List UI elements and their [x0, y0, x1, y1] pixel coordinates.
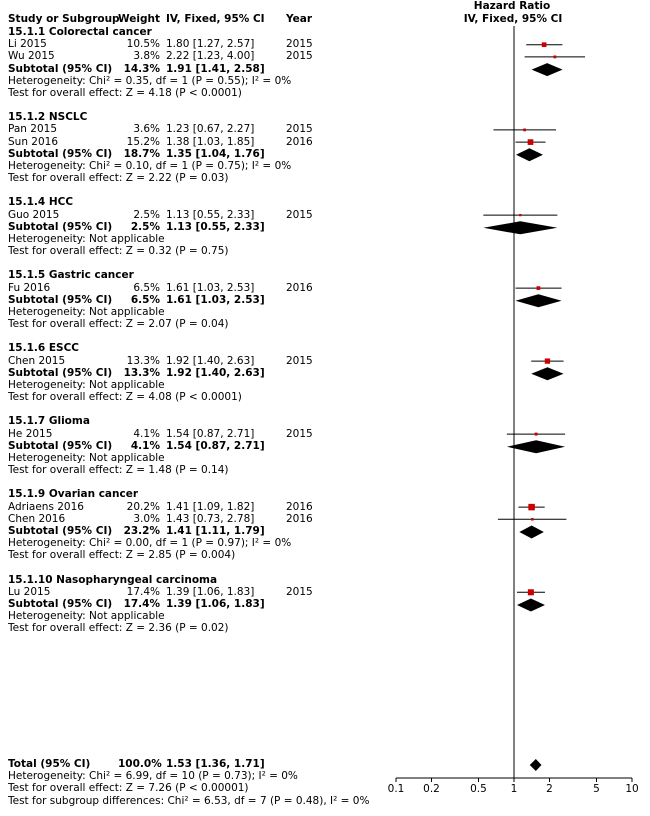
subgroup-title: 15.1.6 ESCC: [8, 342, 80, 355]
study-weight: 15.2%: [126, 135, 160, 148]
study-point-square: [531, 518, 534, 521]
x-tick-label: 10: [625, 783, 639, 795]
study-weight: 4.1%: [133, 427, 160, 440]
heterogeneity-text: Heterogeneity: Not applicable: [8, 452, 165, 464]
total-ci: 1.53 [1.36, 1.71]: [166, 758, 265, 770]
subtotal-weight: 2.5%: [130, 220, 160, 233]
subtotal-label: Subtotal (95% CI): [8, 220, 113, 233]
study-year: 2015: [286, 50, 313, 63]
subtotal-weight: 18.7%: [123, 147, 160, 160]
study-column-header: Study or Subgroup: [8, 13, 120, 25]
heterogeneity-text: Heterogeneity: Not applicable: [8, 610, 165, 623]
study-year: 2016: [286, 281, 313, 294]
heterogeneity-text: Heterogeneity: Not applicable: [8, 233, 165, 245]
year-column-header: Year: [286, 13, 313, 25]
subgroup-title: 15.1.9 Ovarian cancer: [8, 488, 139, 501]
subtotal-diamond: [531, 367, 563, 380]
study-weight: 3.6%: [133, 123, 160, 136]
study-name: Lu 2015: [8, 585, 51, 598]
subtotal-ci: 1.41 [1.11, 1.79]: [166, 525, 265, 537]
subtotal-diamond: [516, 294, 562, 307]
heterogeneity-text: Heterogeneity: Not applicable: [8, 379, 165, 391]
study-ci: 1.13 [0.55, 2.33]: [166, 208, 255, 221]
study-weight: 3.0%: [133, 512, 160, 525]
study-year: 2015: [286, 208, 313, 221]
study-point-square: [535, 433, 538, 436]
study-ci: 1.39 [1.06, 1.83]: [166, 585, 255, 598]
study-ci: 1.80 [1.27, 2.57]: [166, 38, 255, 51]
study-name: Wu 2015: [8, 50, 55, 63]
study-weight: 3.8%: [133, 50, 160, 63]
study-year: 2016: [286, 500, 313, 513]
x-tick-label: 0.2: [423, 783, 440, 795]
study-ci: 2.22 [1.23, 4.00]: [166, 50, 255, 63]
header-top-title: Hazard Ratio: [473, 0, 551, 12]
subtotal-diamond: [532, 63, 563, 76]
subtotal-label: Subtotal (95% CI): [8, 147, 113, 160]
x-tick-label: 0.5: [470, 783, 487, 795]
subtotal-label: Subtotal (95% CI): [8, 293, 113, 306]
study-ci: 1.41 [1.09, 1.82]: [166, 500, 255, 513]
total-diamond: [530, 759, 542, 771]
subtotal-weight: 17.4%: [123, 598, 160, 610]
subtotal-weight: 23.2%: [123, 525, 160, 537]
study-ci: 1.61 [1.03, 2.53]: [166, 281, 255, 294]
study-weight: 6.5%: [133, 281, 160, 294]
study-year: 2016: [286, 512, 313, 525]
subtotal-weight: 4.1%: [130, 439, 160, 452]
study-year: 2015: [286, 585, 313, 598]
subtotal-ci: 1.13 [0.55, 2.33]: [166, 220, 265, 233]
study-weight: 20.2%: [126, 500, 160, 513]
subtotal-ci: 1.35 [1.04, 1.76]: [166, 147, 265, 160]
overall-effect-text: Test for overall effect: Z = 4.18 (P < 0.0001): [8, 87, 242, 99]
study-point-square: [523, 129, 526, 132]
subtotal-diamond: [483, 221, 557, 234]
x-tick-label: 0.1: [387, 783, 405, 795]
subtotal-weight: 6.5%: [130, 293, 160, 306]
overall-effect-text: Test for overall effect: Z = 1.48 (P = 0.14): [8, 464, 229, 477]
ci-column-header: IV, Fixed, 95% CI: [166, 13, 265, 25]
subgroup-differences-text: Test for subgroup differences: Chi² = 6.53, df = 7 (P = 0.48), I² = 0%: [8, 794, 370, 807]
subgroup-title: 15.1.5 Gastric cancer: [8, 269, 134, 282]
total-weight: 100.0%: [118, 758, 162, 770]
subtotal-ci: 1.54 [0.87, 2.71]: [166, 439, 265, 452]
study-ci: 1.23 [0.67, 2.27]: [166, 123, 255, 136]
subtotal-label: Subtotal (95% CI): [8, 598, 113, 610]
study-point-square: [537, 286, 541, 290]
overall-effect-text: Test for overall effect: Z = 2.22 (P = 0.03): [8, 172, 229, 185]
subgroup-title: 15.1.1 Colorectal cancer: [8, 26, 152, 38]
overall-effect-text: Test for overall effect: Z = 2.36 (P = 0.02): [8, 622, 229, 635]
study-name: Chen 2016: [8, 512, 66, 525]
subtotal-diamond: [516, 148, 543, 161]
study-name: Fu 2016: [8, 281, 51, 294]
study-ci: 1.92 [1.40, 2.63]: [166, 354, 255, 367]
weight-column-header: Weight: [118, 13, 160, 25]
study-name: Li 2015: [8, 38, 47, 51]
study-weight: 17.4%: [126, 585, 160, 598]
study-name: Sun 2016: [8, 135, 59, 148]
subgroup-title: 15.1.7 Glioma: [8, 415, 90, 428]
subtotal-diamond: [517, 599, 545, 612]
study-name: Pan 2015: [8, 123, 58, 136]
study-year: 2015: [286, 427, 313, 440]
study-point-square: [528, 504, 535, 511]
heterogeneity-text: Heterogeneity: Chi² = 0.10, df = 1 (P = 0.75); I² = 0%: [8, 160, 292, 172]
heterogeneity-text: Heterogeneity: Not applicable: [8, 306, 165, 318]
subtotal-label: Subtotal (95% CI): [8, 366, 113, 379]
subtotal-weight: 13.3%: [123, 366, 160, 379]
overall-effect-text: Test for overall effect: Z = 4.08 (P < 0.0001): [8, 391, 242, 404]
plot-column-header: IV, Fixed, 95% CI: [463, 13, 563, 25]
subtotal-ci: 1.61 [1.03, 2.53]: [166, 293, 265, 306]
heterogeneity-text: Heterogeneity: Chi² = 0.00, df = 1 (P = 0.97); I² = 0%: [8, 537, 292, 550]
overall-effect-text: Test for overall effect: Z = 2.85 (P = 0.004): [8, 549, 236, 562]
x-tick-label: 5: [593, 783, 600, 795]
study-weight: 13.3%: [126, 354, 160, 367]
subtotal-label: Subtotal (95% CI): [8, 62, 113, 75]
study-weight: 2.5%: [133, 208, 160, 221]
study-name: Guo 2015: [8, 208, 60, 221]
study-ci: 1.43 [0.73, 2.78]: [166, 512, 255, 525]
study-point-square: [519, 214, 521, 216]
study-year: 2016: [286, 135, 313, 148]
subtotal-ci: 1.39 [1.06, 1.83]: [166, 598, 265, 610]
study-ci: 1.54 [0.87, 2.71]: [166, 427, 255, 440]
subtotal-ci: 1.91 [1.41, 2.58]: [166, 62, 265, 75]
study-point-square: [542, 42, 547, 47]
heterogeneity-text: Heterogeneity: Chi² = 0.35, df = 1 (P = 0.55); I² = 0%: [8, 74, 292, 87]
study-point-square: [545, 358, 550, 363]
study-ci: 1.38 [1.03, 1.85]: [166, 135, 255, 148]
total-overall-effect-text: Test for overall effect: Z = 7.26 (P < 0.00001): [8, 782, 249, 795]
subtotal-diamond: [519, 526, 543, 539]
overall-effect-text: Test for overall effect: Z = 2.07 (P = 0.04): [8, 318, 229, 331]
subtotal-diamond: [507, 440, 565, 453]
study-weight: 10.5%: [126, 38, 160, 51]
study-year: 2015: [286, 38, 313, 51]
study-point-square: [528, 139, 534, 145]
study-year: 2015: [286, 123, 313, 136]
study-year: 2015: [286, 354, 313, 367]
study-name: He 2015: [8, 427, 53, 440]
subgroup-title: 15.1.2 NSCLC: [8, 111, 88, 124]
x-tick-label: 1: [510, 783, 518, 795]
total-label: Total (95% CI): [8, 758, 91, 770]
study-point-square: [553, 55, 556, 58]
subgroup-title: 15.1.4 HCC: [8, 196, 74, 209]
study-name: Adriaens 2016: [8, 500, 84, 513]
overall-effect-text: Test for overall effect: Z = 0.32 (P = 0.75): [8, 245, 229, 258]
subtotal-weight: 14.3%: [123, 62, 160, 75]
subtotal-label: Subtotal (95% CI): [8, 439, 113, 452]
x-tick-label: 2: [546, 783, 553, 795]
total-heterogeneity-text: Heterogeneity: Chi² = 6.99, df = 10 (P = 0.73); I² = 0%: [8, 770, 298, 783]
study-point-square: [528, 589, 534, 595]
subgroup-title: 15.1.10 Nasopharyngeal carcinoma: [8, 573, 218, 586]
subtotal-label: Subtotal (95% CI): [8, 525, 113, 537]
study-name: Chen 2015: [8, 354, 66, 367]
subtotal-ci: 1.92 [1.40, 2.63]: [166, 366, 265, 379]
